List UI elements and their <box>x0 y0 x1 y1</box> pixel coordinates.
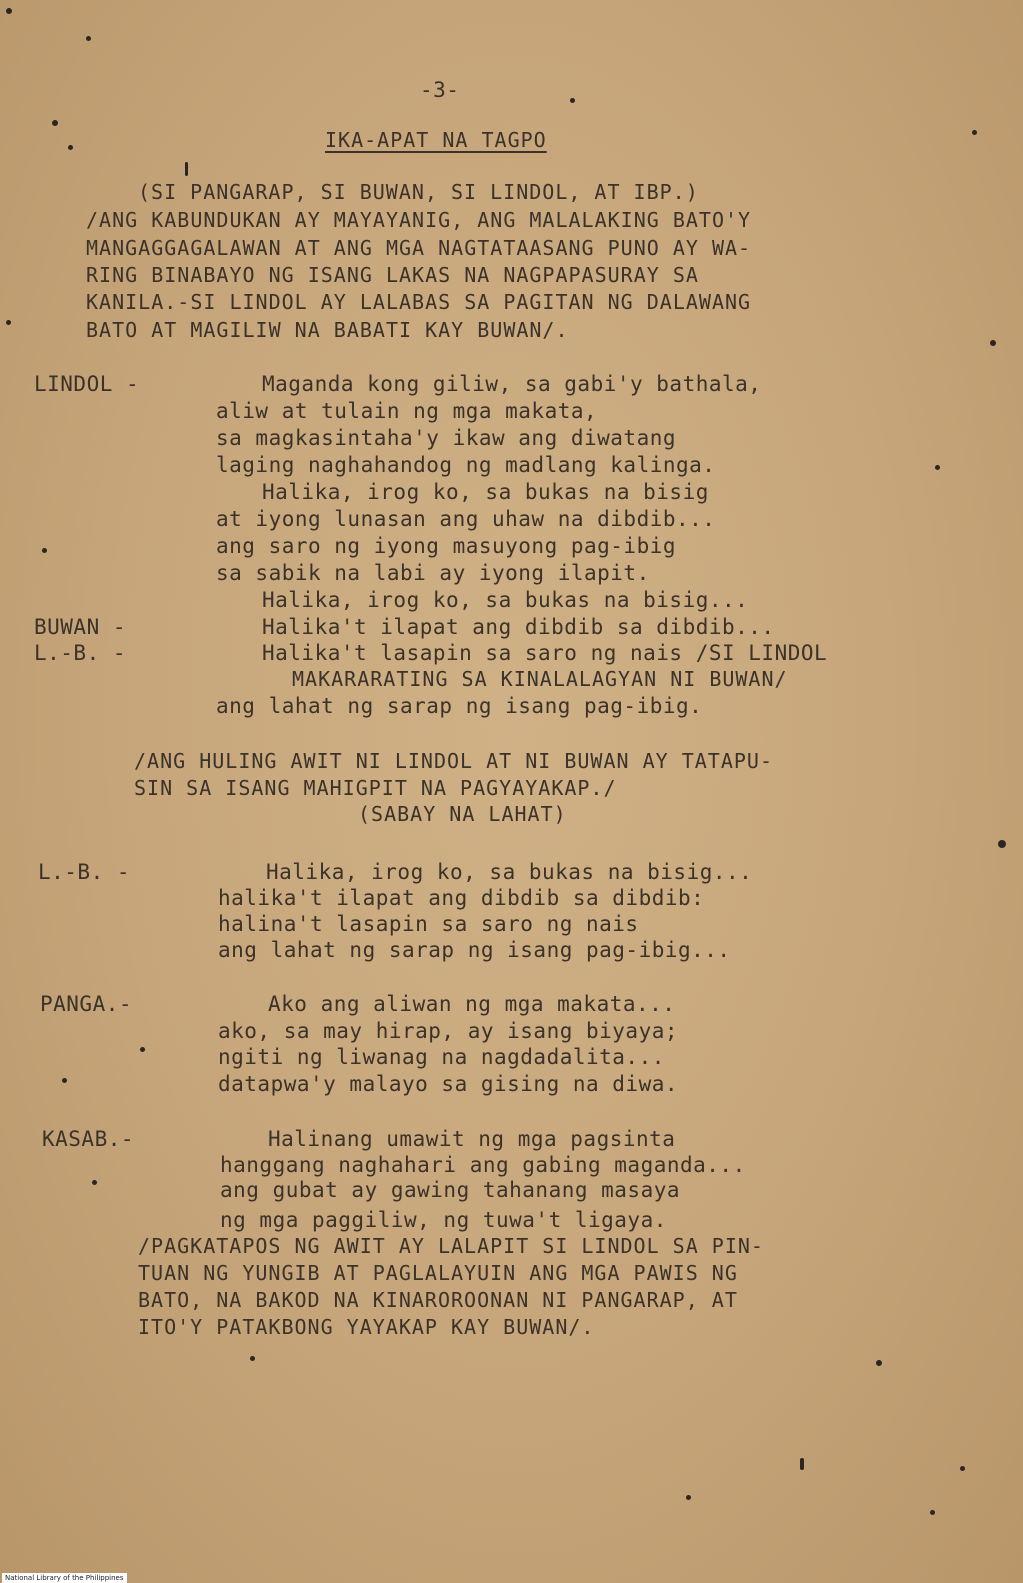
archive-footer: National Library of the Philippines <box>2 1573 127 1583</box>
verse-line: halika't ilapat ang dibdib sa dibdib: <box>218 886 705 910</box>
verse-line: Halika't lasapin sa saro ng nais /SI LINDOL <box>262 641 828 665</box>
verse-line: ng mga paggiliw, ng tuwa't ligaya. <box>220 1208 667 1232</box>
speaker-label: LINDOL - <box>34 372 140 396</box>
stage-direction-line: /PAGKATAPOS NG AWIT AY LALAPIT SI LINDOL SA PIN- <box>138 1234 764 1258</box>
verse-line: ang lahat ng sarap ng isang pag-ibig... <box>218 938 731 962</box>
stage-direction-line: /ANG HULING AWIT NI LINDOL AT NI BUWAN AY TATAPU- <box>134 749 774 773</box>
paper-speck <box>998 840 1006 848</box>
paper-speck <box>185 162 188 176</box>
paper-speck <box>800 1458 804 1470</box>
verse-line: hanggang naghahari ang gabing maganda... <box>220 1153 746 1177</box>
verse-line: sa magkasintaha'y ikaw ang diwatang <box>216 426 677 450</box>
paper-speck <box>52 120 58 126</box>
stage-direction-line: ITO'Y PATAKBONG YAYAKAP KAY BUWAN/. <box>138 1315 595 1339</box>
stage-direction-line: BATO AT MAGILIW NA BABATI KAY BUWAN/. <box>86 318 569 342</box>
verse-line: ang gubat ay gawing tahanang masaya <box>220 1178 681 1202</box>
verse-line: aliw at tulain ng mga makata, <box>216 399 598 423</box>
paper-speck <box>930 1510 935 1515</box>
paper-speck <box>960 1466 965 1471</box>
speaker-label: KASAB.- <box>42 1127 135 1151</box>
stage-direction-line: SIN SA ISANG MAHIGPIT NA PAGYAYAKAP./ <box>134 776 617 800</box>
paper-speck <box>990 340 996 346</box>
cast-line: (SI PANGARAP, SI BUWAN, SI LINDOL, AT IBP.) <box>138 180 699 204</box>
verse-line: Halika, irog ko, sa bukas na bisig... <box>266 860 753 884</box>
verse-line: Halika, irog ko, sa bukas na bisig <box>262 480 709 504</box>
paper-speck <box>62 1078 67 1083</box>
paper-speck <box>6 8 12 14</box>
paper-speck <box>972 130 977 135</box>
verse-line: Halika't ilapat ang dibdib sa dibdib... <box>262 615 775 639</box>
stage-direction-line: RING BINABAYO NG ISANG LAKAS NA NAGPAPASURAY SA <box>86 263 699 287</box>
verse-line: ngiti ng liwanag na nagdadalita... <box>218 1045 665 1069</box>
page-number: -3- <box>420 78 460 102</box>
inline-stage-direction: MAKARARATING SA KINALALAGYAN NI BUWAN/ <box>292 667 788 691</box>
speaker-label: L.-B. - <box>38 860 131 884</box>
paper-speck <box>876 1360 882 1366</box>
speaker-label: BUWAN - <box>34 615 127 639</box>
paper-speck <box>42 548 47 553</box>
paper-speck <box>68 145 73 150</box>
verse-line: laging naghahandog ng madlang kalinga. <box>216 453 716 477</box>
speaker-label: L.-B. - <box>34 641 127 665</box>
paper-speck <box>92 1180 97 1185</box>
paper-speck <box>250 1356 255 1361</box>
verse-line: halina't lasapin sa saro ng nais <box>218 912 639 936</box>
verse-line: ang lahat ng sarap ng isang pag-ibig. <box>216 694 703 718</box>
stage-direction-line: /ANG KABUNDUKAN AY MAYAYANIG, ANG MALALAKING BATO'Y <box>86 208 752 232</box>
paper-speck <box>140 1047 145 1052</box>
verse-line: Ako ang aliwan ng mga makata... <box>268 992 676 1016</box>
paper-speck <box>686 1495 691 1500</box>
verse-line: ako, sa may hirap, ay isang biyaya; <box>218 1019 679 1043</box>
verse-line: ang saro ng iyong masuyong pag-ibig <box>216 534 677 558</box>
stage-direction-line: TUAN NG YUNGIB AT PAGLALAYUIN ANG MGA PAWIS NG <box>138 1261 738 1285</box>
verse-line: at iyong lunasan ang uhaw na dibdib... <box>216 507 716 531</box>
paper-speck <box>6 320 11 325</box>
verse-line: Halika, irog ko, sa bukas na bisig... <box>262 588 749 612</box>
paper-speck <box>935 465 940 470</box>
verse-line: Maganda kong giliw, sa gabi'y bathala, <box>262 372 762 396</box>
paper-speck <box>570 98 575 103</box>
stage-direction-line: MANGAGGAGALAWAN AT ANG MGA NAGTATAASANG PUNO AY WA- <box>86 236 752 260</box>
stage-direction-line: BATO, NA BAKOD NA KINAROROONAN NI PANGARAP, AT <box>138 1288 738 1312</box>
verse-line: sa sabik na labi ay iyong ilapit. <box>216 561 650 585</box>
verse-line: Halinang umawit ng mga pagsinta <box>268 1127 676 1151</box>
speaker-label: PANGA.- <box>40 992 133 1016</box>
chorus-direction: (SABAY NA LAHAT) <box>358 802 567 826</box>
stage-direction-line: KANILA.-SI LINDOL AY LALABAS SA PAGITAN NG DALAWANG <box>86 290 752 314</box>
scene-title: IKA-APAT NA TAGPO <box>325 128 547 152</box>
paper-speck <box>86 36 91 41</box>
verse-line: datapwa'y malayo sa gising na diwa. <box>218 1072 679 1096</box>
